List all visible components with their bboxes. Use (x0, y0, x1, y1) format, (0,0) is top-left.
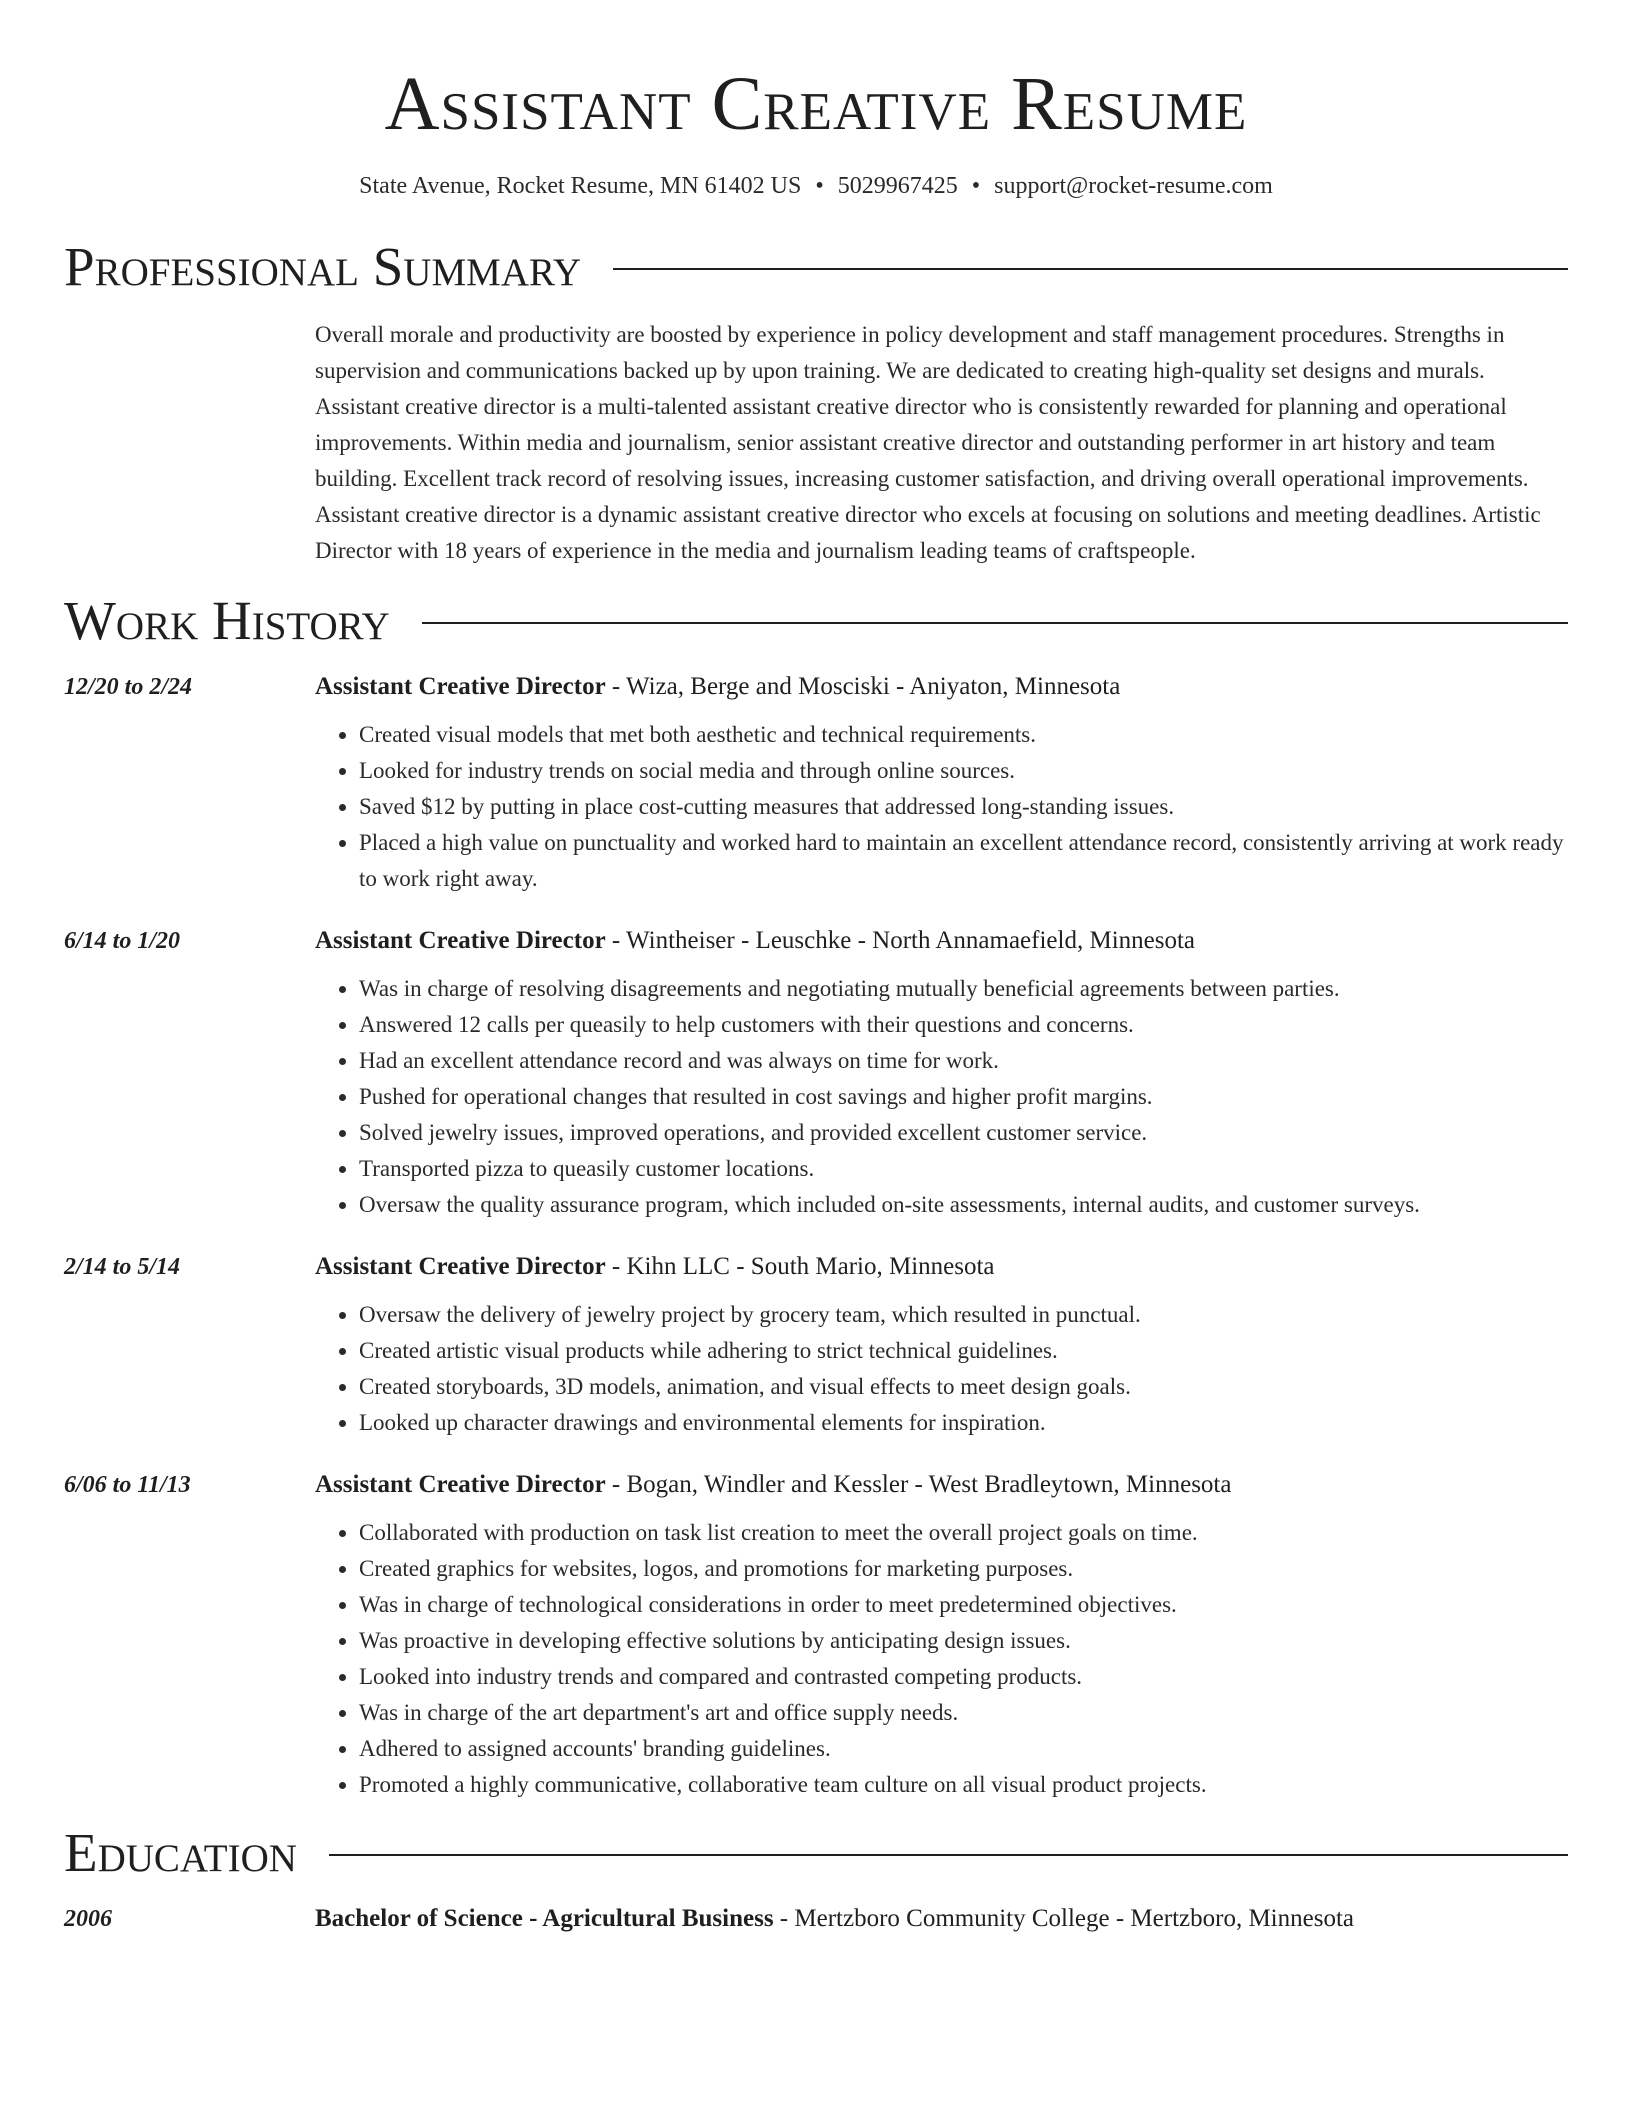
list-item: • Created graphics for websites, logos, and promotions for marketing purposes. (359, 1551, 1568, 1587)
job-dates: 6/06 to 11/13 (64, 1472, 191, 1498)
list-item: • Saved $12 by putting in place cost-cutting measures that addressed long-standing issues. (359, 789, 1568, 825)
job-role: Assistant Creative Director (315, 673, 606, 700)
list-item: • Oversaw the delivery of jewelry project by grocery team, which resulted in punctual. (359, 1297, 1568, 1333)
summary-text: Overall morale and productivity are boosted by experience in policy development and staff management procedures. Strengths in supervision and communications backed up by upon training. We are dedicated to creating high-quality set designs and murals. Assistant creative director is a multi-talented assistant creative director who is consistently rewarded for planning and operational improvements. Within media and journalism, senior assistant creative director and outstanding performer in art history and team building. Excellent track record of resolving issues, increasing customer satisfaction, and driving overall operational improvements. Assistant creative director is a dynamic assistant creative director who excels at focusing on solutions and meeting deadlines. Artistic Director with 18 years of experience in the media and journalism leading teams of craftspeople. (315, 322, 1541, 563)
job-header (315, 1469, 1568, 1501)
list-item: • Answered 12 calls per queasily to help customers with their questions and concerns. (359, 1007, 1568, 1043)
education-details: - Mertzboro Community College - Mertzboro, Minnesota (773, 1905, 1354, 1932)
contact-line (64, 171, 1568, 201)
list-item: • Transported pizza to queasily customer locations. (359, 1151, 1568, 1187)
list-item: • Was in charge of the art department's art and office supply needs. (359, 1695, 1568, 1731)
list-item: • Pushed for operational changes that resulted in cost savings and higher profit margins. (359, 1079, 1568, 1115)
job-role: Assistant Creative Director (315, 927, 606, 954)
work-history-section-header (64, 591, 1568, 651)
job-entry (64, 1469, 1568, 1803)
job-entry (64, 671, 1568, 897)
work-history-heading: Work History (64, 590, 390, 651)
job-details: - Wiza, Berge and Mosciski - Aniyaton, Minnesota (605, 673, 1121, 700)
job-dates: 6/14 to 1/20 (64, 928, 181, 954)
summary-section-header (64, 237, 1568, 297)
job-dates: 2/14 to 5/14 (64, 1254, 181, 1280)
job-header (315, 671, 1568, 703)
job-bullets (315, 717, 1568, 897)
job-entry (64, 1251, 1568, 1441)
job-body (315, 671, 1568, 897)
list-item: • Looked into industry trends and compared and contrasted competing products. (359, 1659, 1568, 1695)
list-item: • Created visual models that met both aesthetic and technical requirements. (359, 717, 1568, 753)
resume-title: Assistant Creative Resume (384, 62, 1248, 146)
education-heading: Education (64, 1822, 297, 1883)
job-role: Assistant Creative Director (315, 1253, 606, 1280)
list-item: • Adhered to assigned accounts' branding guidelines. (359, 1731, 1568, 1767)
job-body (315, 1469, 1568, 1803)
contact-address: State Avenue, Rocket Resume, MN 61402 US (359, 173, 802, 199)
list-item: • Had an excellent attendance record and was always on time for work. (359, 1043, 1568, 1079)
list-item: • Was in charge of resolving disagreements and negotiating mutually beneficial agreements between parties. (359, 971, 1568, 1007)
list-item: • Solved jewelry issues, improved operations, and provided excellent customer service. (359, 1115, 1568, 1151)
education-body (315, 1903, 1568, 1935)
education-entry (64, 1903, 1568, 1935)
job-body (315, 1251, 1568, 1441)
education-year: 2006 (64, 1906, 112, 1932)
contact-separator: • (971, 173, 981, 199)
job-bullets (315, 971, 1568, 1223)
section-divider (422, 622, 1568, 624)
contact-email: support@rocket-resume.com (994, 173, 1273, 199)
job-bullets (315, 1515, 1568, 1803)
list-item: • Created storyboards, 3D models, animation, and visual effects to meet design goals. (359, 1369, 1568, 1405)
job-entry (64, 925, 1568, 1223)
job-header (315, 1251, 1568, 1283)
list-item: • Created artistic visual products while adhering to strict technical guidelines. (359, 1333, 1568, 1369)
education-degree: Bachelor of Science - Agricultural Business (315, 1905, 774, 1932)
job-role: Assistant Creative Director (315, 1471, 606, 1498)
list-item: • Collaborated with production on task list creation to meet the overall project goals on time. (359, 1515, 1568, 1551)
list-item: • Oversaw the quality assurance program, which included on-site assessments, internal audits, and customer surveys. (359, 1187, 1568, 1223)
job-details: - Bogan, Windler and Kessler - West Bradleytown, Minnesota (605, 1471, 1232, 1498)
job-details: - Wintheiser - Leuschke - North Annamaefield, Minnesota (605, 927, 1196, 954)
contact-separator: • (815, 173, 824, 199)
education-header (315, 1903, 1568, 1935)
list-item: • Was in charge of technological considerations in order to meet predetermined objectives. (359, 1587, 1568, 1623)
contact-phone: 5029967425 (837, 173, 958, 199)
section-divider (329, 1854, 1568, 1856)
job-header (315, 925, 1568, 957)
job-bullets (315, 1297, 1568, 1441)
job-details: - Kihn LLC - South Mario, Minnesota (605, 1253, 995, 1280)
job-dates: 12/20 to 2/24 (64, 674, 193, 700)
job-body (315, 925, 1568, 1223)
section-divider (613, 268, 1568, 270)
education-section-header (64, 1823, 1568, 1883)
list-item: • Looked for industry trends on social media and through online sources. (359, 753, 1568, 789)
list-item: • Was proactive in developing effective solutions by anticipating design issues. (359, 1623, 1568, 1659)
list-item: • Looked up character drawings and environmental elements for inspiration. (359, 1405, 1568, 1441)
summary-heading: Professional Summary (64, 236, 582, 297)
list-item: • Promoted a highly communicative, collaborative team culture on all visual product projects. (359, 1767, 1568, 1803)
list-item: • Placed a high value on punctuality and worked hard to maintain an excellent attendance record, consistently arriving at work ready to work right away. (359, 825, 1568, 897)
